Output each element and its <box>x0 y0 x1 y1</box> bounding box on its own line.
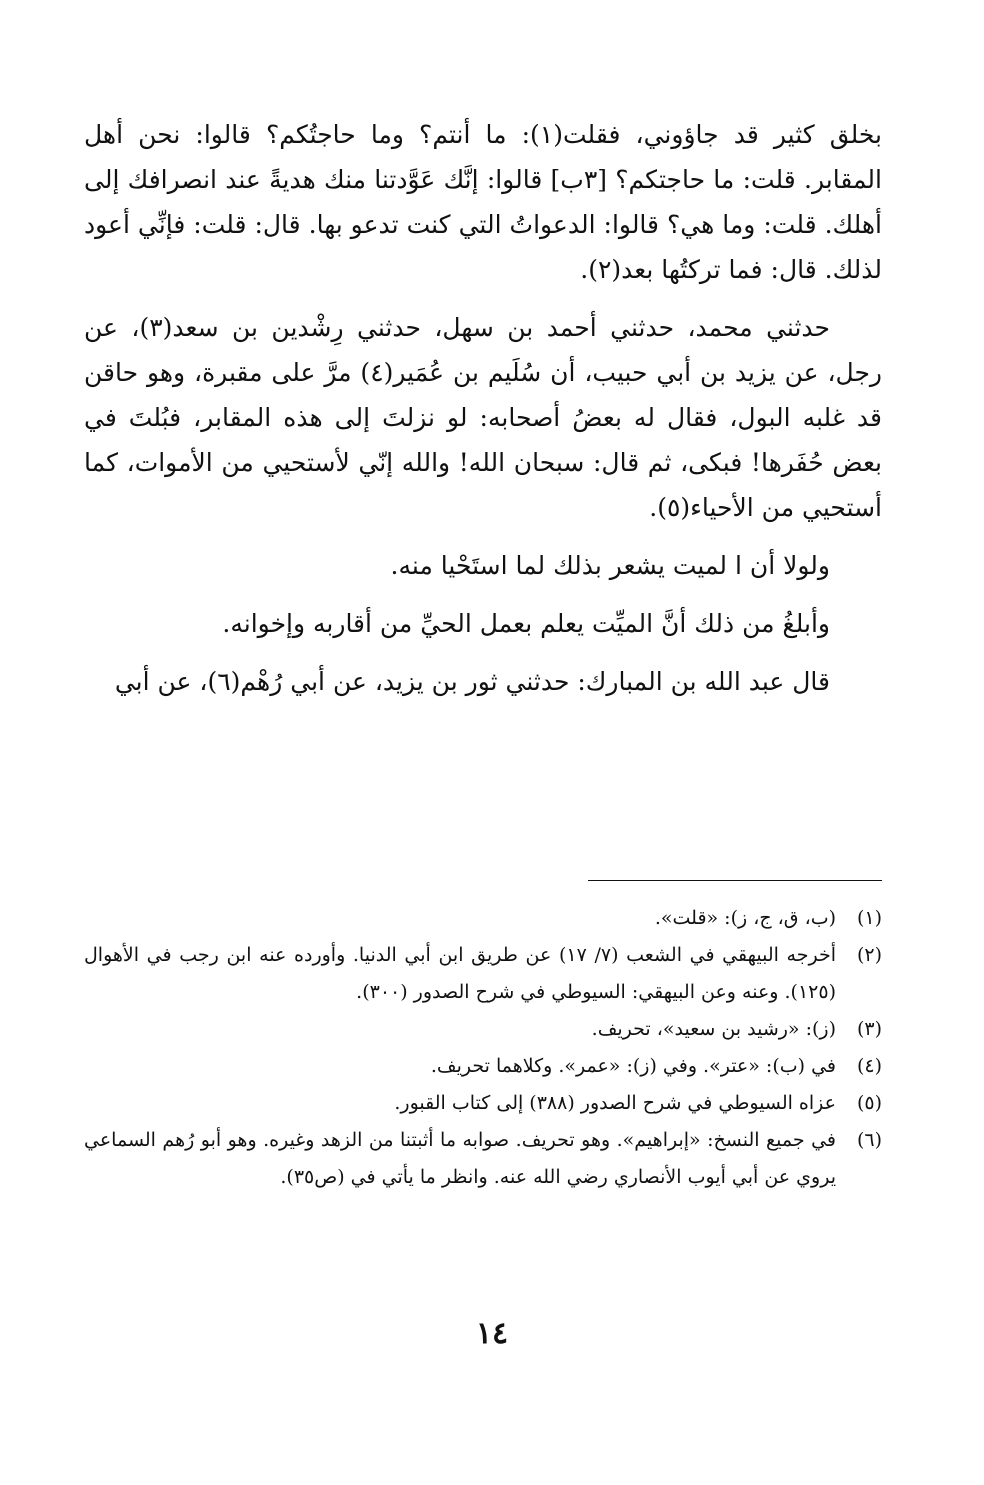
footnote-divider <box>588 880 882 881</box>
main-text <box>84 112 882 704</box>
footnote-number: (٦) <box>856 1129 882 1151</box>
paragraph-2: حدثني محمد، حدثني أحمد بن سهل، حدثني رِشْدين بن سعد(٣)، عن رجل، عن يزيد بن أبي حبيب، أن سُلَيم بن عُمَير(٤) مرَّ على مقبرة، وهو حاقن قد غلبه البول، فقال له بعضُ أصحابه: لو نزلتَ إلى هذه المقابر، فبُلتَ في بعض حُفَرها! فبكى، ثم قال: سبحان الله! والله إنّي لأستحيي من الأموات، كما أستحيي من الأحياء(٥). <box>84 313 882 522</box>
footnote-text: في (ب): «عتر». وفي (ز): «عمر». وكلاهما تحريف. <box>430 1055 836 1077</box>
footnote-1 <box>84 900 882 937</box>
footnote-text: (ز): «رشيد بن سعيد»، تحريف. <box>591 1018 836 1040</box>
footnote-2 <box>84 937 882 1011</box>
footnote-number: (١) <box>856 907 882 929</box>
paragraph-5: قال عبد الله بن المبارك: حدثني ثور بن يزيد، عن أبي رُهْم(٦)، عن أبي <box>114 667 830 696</box>
footnote-number: (٣) <box>856 1018 882 1040</box>
footnotes <box>84 900 882 1196</box>
footnote-text: في جميع النسخ: «إبراهيم». وهو تحريف. صوابه ما أثبتنا من الزهد وغيره. وهو أبو رُهم السماعي يروي عن أبي أيوب الأنصاري رضي الله عنه. وانظر ما يأتي في (ص٣٥). <box>84 1129 836 1188</box>
footnote-5 <box>84 1085 882 1122</box>
footnote-number: (٤) <box>856 1055 882 1077</box>
footnote-text: أخرجه البيهقي في الشعب (٧/ ١٧) عن طريق ابن أبي الدنيا. وأورده عنه ابن رجب في الأهوال (١٢٥). وعنه وعن البيهقي: السيوطي في شرح الصدور (٣٠٠). <box>84 944 836 1003</box>
page-number: ١٤ <box>475 1316 509 1351</box>
footnote-4 <box>84 1048 882 1085</box>
footnote-6 <box>84 1122 882 1196</box>
paragraph-1: بخلق كثير قد جاؤوني، فقلت(١): ما أنتم؟ وما حاجتُكم؟ قالوا: نحن أهل المقابر. قلت: ما حاجتكم؟ [٣ب] قالوا: إنَّك عَوَّدتنا منك هديةً عند انصرافك إلى أهلك. قلت: وما هي؟ قالوا: الدعواتُ التي كنت تدعو بها. قال: قلت: فإنِّي أعود لذلك. قال: فما تركتُها بعد(٢). <box>84 120 882 284</box>
footnote-text: (ب، ق، ج، ز): «قلت». <box>654 907 836 929</box>
paragraph-3: ولولا أن ا لميت يشعر بذلك لما استَحْيا منه. <box>390 551 830 580</box>
paragraph-4: وأبلغُ من ذلك أنَّ الميِّت يعلم بعمل الحيِّ من أقاربه وإخوانه. <box>222 609 830 638</box>
footnote-3 <box>84 1011 882 1048</box>
footnote-text: عزاه السيوطي في شرح الصدور (٣٨٨) إلى كتاب القبور. <box>394 1092 836 1114</box>
footnote-number: (٥) <box>856 1092 882 1114</box>
footnote-number: (٢) <box>856 944 882 966</box>
